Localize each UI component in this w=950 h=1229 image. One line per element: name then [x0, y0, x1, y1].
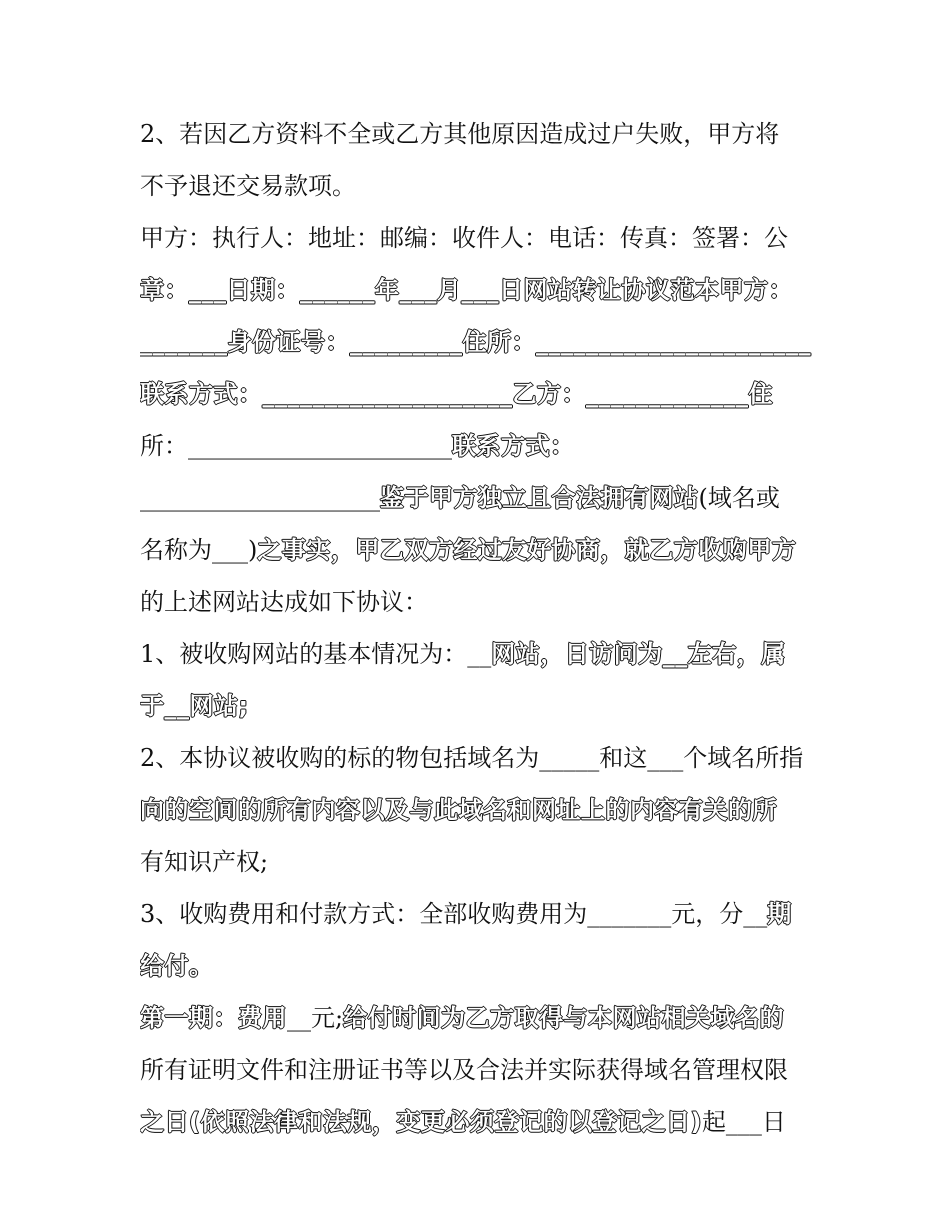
outlined-text-segment: 联系方式：	[452, 432, 575, 460]
text-line	[140, 1096, 812, 1148]
outlined-text-segment: 期	[767, 900, 792, 928]
text-segment: 有知识产权;	[140, 848, 269, 876]
text-line	[140, 888, 812, 940]
text-line	[140, 836, 812, 888]
text-segment: 的上述网站达成如下协议：	[140, 588, 428, 616]
text-segment: 1、被收购网站的基本情况为：__	[140, 640, 492, 668]
outlined-text-segment: 第一期：费用	[140, 1004, 287, 1032]
text-line	[140, 524, 812, 576]
outlined-text-segment: 给付。	[140, 952, 214, 980]
outlined-text-segment: 于__网站;	[140, 692, 249, 720]
text-line	[140, 316, 812, 368]
text-segment: 2、本协议被收购的标的物包括域名为_____和这___个域名所指	[140, 744, 804, 772]
text-line	[140, 576, 812, 628]
text-line	[140, 420, 812, 472]
text-line	[140, 732, 812, 784]
outlined-text-segment: 鉴于甲方独立且合法拥有网站	[380, 484, 699, 512]
text-segment: 甲方：执行人：地址：邮编：收件人：电话：传真：签署：公	[140, 224, 788, 252]
outlined-text-segment: 之事实，甲乙双方经过友好协商，就乙方收购甲方	[257, 536, 797, 564]
text-segment: 3、收购费用和付款方式：全部收购费用为_______元，分__	[140, 900, 768, 928]
text-segment: ____________________	[140, 484, 380, 512]
text-line	[140, 160, 812, 212]
text-line	[140, 940, 812, 992]
outlined-text-segment: 章：___日期：______年___月___日网站转让协议范本甲方：	[140, 276, 793, 304]
outlined-text-segment: 向的空间的所有内容以及与此域名和网址上的内容有关的所	[140, 796, 777, 824]
text-line	[140, 680, 812, 732]
outlined-text-segment: _______身份证号：_________住所：______________________	[140, 328, 811, 356]
text-segment: 所：______________________	[140, 432, 452, 460]
text-line	[140, 628, 812, 680]
text-segment: 2、若因乙方资料不全或乙方其他原因造成过户失败，甲方将	[140, 120, 780, 148]
text-line	[140, 1044, 812, 1096]
outlined-text-segment: 网站，日访问为__左右，属	[491, 640, 786, 668]
text-segment: 起___日	[701, 1108, 786, 1136]
text-line	[140, 992, 812, 1044]
text-segment: 所有证明文件和注册证书等以及合法并实际获得域名管理权限	[140, 1056, 788, 1084]
text-segment: 不予退还交易款项。	[140, 172, 356, 200]
outlined-text-segment: 之日(依照法律和法规，变更必须登记的以登记之日)	[140, 1108, 702, 1136]
outlined-text-segment: 给付时间为乙方取得与本网站相关域名的	[343, 1004, 785, 1032]
text-line	[140, 108, 812, 160]
outlined-text-segment: 联系方式：____________________乙方：_____________住	[140, 380, 773, 408]
text-line	[140, 784, 812, 836]
text-line	[140, 212, 812, 264]
text-line	[140, 472, 812, 524]
contract-text	[140, 108, 812, 1148]
text-segment: 名称为___)	[140, 536, 258, 564]
text-segment: (域名或	[698, 484, 780, 512]
text-line	[140, 264, 812, 316]
text-line	[140, 368, 812, 420]
text-segment: __元;	[287, 1004, 344, 1032]
